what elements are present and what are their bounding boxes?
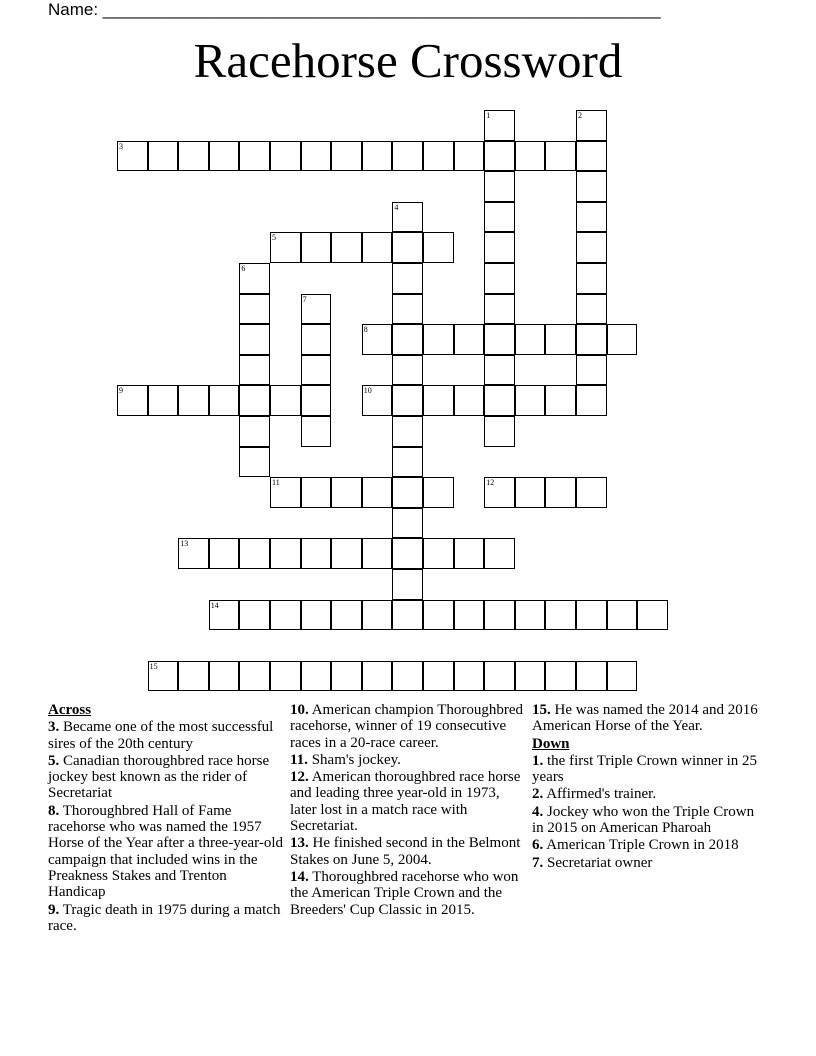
grid-cell[interactable]: [178, 661, 209, 692]
grid-cell[interactable]: [209, 661, 240, 692]
grid-cell[interactable]: [515, 385, 546, 416]
grid-cell[interactable]: [576, 324, 607, 355]
grid-cell[interactable]: [576, 232, 607, 263]
grid-cell[interactable]: [239, 661, 270, 692]
grid-cell[interactable]: [239, 355, 270, 386]
grid-cell[interactable]: [576, 385, 607, 416]
clue-number: 8: [363, 325, 368, 335]
grid-cell[interactable]: [515, 141, 546, 172]
grid-cell[interactable]: [423, 385, 454, 416]
grid-cell[interactable]: [423, 600, 454, 631]
grid-cell[interactable]: [454, 385, 485, 416]
grid-cell[interactable]: [576, 477, 607, 508]
grid-cell[interactable]: [239, 385, 270, 416]
grid-cell[interactable]: [392, 294, 423, 325]
grid-cell[interactable]: [362, 232, 393, 263]
grid-cell[interactable]: [178, 538, 209, 569]
grid-cell[interactable]: [454, 661, 485, 692]
grid-cell[interactable]: [607, 600, 638, 631]
grid-cell[interactable]: [392, 416, 423, 447]
grid-cell[interactable]: [423, 232, 454, 263]
clue-number: 10: [363, 386, 372, 396]
clue-number: 6: [241, 264, 246, 273]
grid-cell[interactable]: [545, 477, 576, 508]
grid-cell[interactable]: [484, 661, 515, 692]
grid-cell[interactable]: [392, 324, 423, 355]
grid-cell[interactable]: [576, 202, 607, 233]
clue-number: 2: [578, 111, 582, 120]
grid-cell[interactable]: [392, 569, 423, 600]
grid-cell[interactable]: [209, 141, 240, 172]
grid-cell[interactable]: [331, 600, 362, 631]
grid-cell[interactable]: [423, 538, 454, 569]
page-title: Racehorse Crossword: [193, 33, 623, 88]
grid-cell[interactable]: [301, 416, 332, 447]
name-field-label: Name: ___________________________________________________________: [48, 0, 661, 19]
across-clue: 10. American champion Thoroughbred racehorse, winner of 19 consecutive races in a 20-race career.: [290, 702, 524, 751]
grid-cell[interactable]: [331, 141, 362, 172]
grid-cell[interactable]: [148, 661, 179, 692]
clue-number: 1: [486, 111, 491, 120]
grid-cell[interactable]: [545, 661, 576, 692]
grid-cell[interactable]: [515, 324, 546, 355]
down-clue: 1. the first Triple Crown winner in 25 years: [532, 752, 757, 786]
clue-number: 7: [302, 294, 307, 304]
grid-cell[interactable]: [239, 324, 270, 355]
grid-cell[interactable]: [301, 355, 332, 386]
grid-cell[interactable]: [239, 294, 270, 325]
clue-number: 4: [394, 202, 399, 212]
grid-cell[interactable]: [392, 385, 423, 416]
clue-number: 13: [180, 539, 189, 549]
grid-cell[interactable]: [515, 661, 546, 692]
clue-number: 14: [210, 600, 219, 610]
grid-cell[interactable]: [270, 477, 301, 508]
grid-cell[interactable]: [209, 385, 240, 416]
grid-cell[interactable]: [484, 416, 515, 447]
grid-cell[interactable]: [301, 385, 332, 416]
grid-cell[interactable]: [209, 600, 240, 631]
grid-cell[interactable]: [178, 141, 209, 172]
grid-cell[interactable]: [178, 385, 209, 416]
grid-cell[interactable]: [576, 263, 607, 294]
grid-cell[interactable]: [392, 661, 423, 692]
grid-cell[interactable]: [484, 171, 515, 202]
grid-cell[interactable]: [392, 141, 423, 172]
grid-cell[interactable]: [454, 538, 485, 569]
grid-cell[interactable]: [117, 141, 148, 172]
across-clue: 3. Became one of the most successful sires of the 20th century: [48, 719, 274, 752]
grid-cell[interactable]: [301, 600, 332, 631]
grid-cell[interactable]: [484, 263, 515, 294]
down-clue: 4. Jockey who won the Triple Crown in 2015 on American Pharoah: [532, 803, 755, 837]
grid-cell[interactable]: [423, 141, 454, 172]
grid-cell[interactable]: [270, 385, 301, 416]
down-clue: 2. Affirmed's trainer.: [532, 786, 657, 803]
grid-cell[interactable]: [117, 385, 148, 416]
grid-cell[interactable]: [454, 141, 485, 172]
clues-column-2: [290, 702, 526, 919]
grid-cell[interactable]: [484, 324, 515, 355]
grid-cell[interactable]: [331, 538, 362, 569]
grid-cell[interactable]: [239, 538, 270, 569]
across-clue: 9. Tragic death in 1975 during a match race.: [48, 901, 281, 934]
clue-number: 9: [119, 386, 123, 396]
grid-cell[interactable]: [545, 141, 576, 172]
grid-cell[interactable]: [515, 477, 546, 508]
grid-cell[interactable]: [301, 294, 332, 325]
grid-cell[interactable]: [392, 508, 423, 539]
grid-cell[interactable]: [484, 141, 515, 172]
grid-cell[interactable]: [148, 385, 179, 416]
grid-cell[interactable]: [576, 661, 607, 692]
grid-cell[interactable]: [637, 600, 668, 631]
down-clue: 7. Secretariat owner: [532, 854, 653, 871]
clue-number: 12: [486, 478, 495, 488]
grid-cell[interactable]: [331, 661, 362, 692]
across-clue: 12. American thoroughbred race horse and leading three year-old in 1973, later lost in a match race with Secretariat.: [290, 769, 521, 835]
grid-cell[interactable]: [607, 661, 638, 692]
grid-cell[interactable]: [362, 661, 393, 692]
grid-cell[interactable]: [392, 600, 423, 631]
grid-cell[interactable]: [607, 324, 638, 355]
grid-cell[interactable]: [392, 538, 423, 569]
across-clue: 5. Canadian thoroughbred race horse jockey best known as the rider of Secretariat: [48, 752, 270, 802]
grid-cell[interactable]: [331, 232, 362, 263]
grid-cell[interactable]: [484, 110, 515, 141]
across-clue: 15. He was named the 2014 and 2016 American Horse of the Year.: [532, 702, 758, 735]
grid-cell[interactable]: [392, 477, 423, 508]
grid-cell[interactable]: [362, 385, 393, 416]
grid-cell[interactable]: [392, 355, 423, 386]
grid-cell[interactable]: [576, 171, 607, 202]
clue-number: 11: [272, 478, 280, 488]
grid-cell[interactable]: [484, 202, 515, 233]
grid-cell[interactable]: [239, 416, 270, 447]
grid-cell[interactable]: [576, 294, 607, 325]
grid-cell[interactable]: [423, 477, 454, 508]
grid-cell[interactable]: [362, 141, 393, 172]
grid-cell[interactable]: [331, 477, 362, 508]
grid-cell[interactable]: [239, 141, 270, 172]
grid-cell[interactable]: [301, 477, 332, 508]
clues-column-3: [532, 702, 768, 872]
grid-cell[interactable]: [484, 600, 515, 631]
grid-cell[interactable]: [576, 110, 607, 141]
across-clue: 11. Sham's jockey.: [290, 751, 401, 768]
grid-cell[interactable]: [148, 141, 179, 172]
grid-cell[interactable]: [545, 600, 576, 631]
grid-cell[interactable]: [545, 385, 576, 416]
grid-cell[interactable]: [484, 294, 515, 325]
across-clue: 13. He finished second in the Belmont Stakes on June 5, 2004.: [290, 835, 521, 868]
clue-number: 3: [119, 141, 123, 151]
grid-cell[interactable]: [576, 141, 607, 172]
grid-cell[interactable]: [423, 661, 454, 692]
grid-cell[interactable]: [239, 263, 270, 294]
grid-cell[interactable]: [301, 141, 332, 172]
clue-number: 15: [149, 661, 158, 671]
grid-cell[interactable]: [362, 324, 393, 355]
grid-cell[interactable]: [301, 661, 332, 692]
grid-cell[interactable]: [270, 661, 301, 692]
grid-cell[interactable]: [392, 232, 423, 263]
grid-cell[interactable]: [362, 538, 393, 569]
grid-cell[interactable]: [454, 324, 485, 355]
grid-cell[interactable]: [484, 355, 515, 386]
grid-cell[interactable]: [392, 263, 423, 294]
grid-cell[interactable]: [301, 324, 332, 355]
grid-cell[interactable]: [301, 538, 332, 569]
grid-cell[interactable]: [484, 477, 515, 508]
grid-cell[interactable]: [515, 600, 546, 631]
grid-cell[interactable]: [576, 600, 607, 631]
down-heading: Down: [532, 735, 570, 752]
grid-cell[interactable]: [239, 447, 270, 478]
grid-cell[interactable]: [301, 232, 332, 263]
grid-cell[interactable]: [209, 538, 240, 569]
grid-cell[interactable]: [484, 538, 515, 569]
across-clue: 14. Thoroughbred racehorse who won the American Triple Crown and the Breeders' Cup Classic in 2015.: [290, 868, 519, 918]
grid-cell[interactable]: [270, 141, 301, 172]
grid-cell[interactable]: [423, 324, 454, 355]
grid-cell[interactable]: [362, 600, 393, 631]
grid-cell[interactable]: [270, 600, 301, 631]
grid-cell[interactable]: [270, 232, 301, 263]
grid-cell[interactable]: [454, 600, 485, 631]
grid-cell[interactable]: [270, 538, 301, 569]
grid-cell[interactable]: [576, 355, 607, 386]
grid-cell[interactable]: [362, 477, 393, 508]
grid-cell[interactable]: [392, 447, 423, 478]
clue-number: 5: [272, 233, 276, 243]
grid-cell[interactable]: [545, 324, 576, 355]
clues-column-1: [48, 702, 284, 935]
grid-cell[interactable]: [239, 600, 270, 631]
across-heading: Across: [48, 702, 92, 718]
grid-cell[interactable]: [484, 232, 515, 263]
across-clue: 8. Thoroughbred Hall of Fame racehorse who was named the 1957 Horse of the Year after a three-year-old campaign that included wins in the Preakness Stakes and Trenton Handicap: [48, 802, 284, 901]
grid-cell[interactable]: [392, 202, 423, 233]
down-clue: 6. American Triple Crown in 2018: [532, 837, 739, 854]
grid-cell[interactable]: [484, 385, 515, 416]
